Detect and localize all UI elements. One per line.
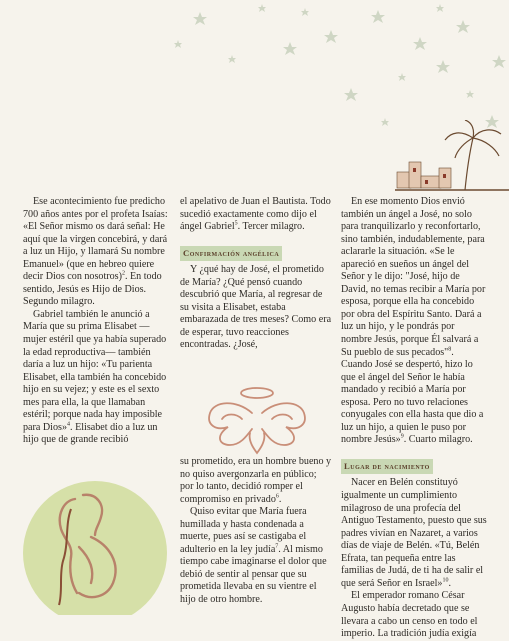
- angel-wings-ornament: [196, 383, 318, 457]
- star-icon: [344, 88, 358, 101]
- star-icon: [174, 40, 182, 48]
- col3-paragraph-3: El emperador romano César Augusto había decretado que se llevara a cabo un censo en todo el imperio. La tradición judía exigía: [341, 590, 478, 640]
- col3-paragraph-2: Nacer en Belén constituyó igualmente un cumplimiento milagroso de una profecía del Antiguo Testamento, puesto que sus padres vivían en Nazaret, a varios días de viaje de Belén. «Tú, Belén Efrata, tan pequeña entre las familias de Judá, de ti ha de salir el que será Señor en Israel»$^{10}$.: [341, 477, 487, 589]
- star-icon: [371, 10, 385, 23]
- star-icon: [193, 12, 207, 25]
- star-icon: [283, 42, 297, 55]
- village-palm-illustration: [395, 120, 509, 195]
- star-icon: [456, 20, 470, 33]
- star-icon: [398, 73, 406, 81]
- text-column-1: [23, 196, 171, 447]
- text-column-3: [341, 196, 487, 641]
- text-column-2-lower: [180, 456, 332, 607]
- col3-paragraph-1: En ese momento Dios envió también un ángel a José, no solo para tranquilizarlo y reconfortarlo, sino también, indudablemente, para aclararle la situación. «Se le apareció en sueños un ángel del Señor y le dijo: "José, hijo de David, no temas recibir a María por esposa, porque ella ha concebido por obra del Espíritu Santo. Dará a luz un hijo, y le pondrás por nombre Jesús, porque Él salvará a Su pueblo de sus pecados"$^8$. Cuando José se despertó, hizo lo que el ángel del Señor le había mandado y recibió a María por esposa. Pero no tuvo relaciones conyugales con ella hasta que dio a luz un hijo, a quien le puso por nombre Jesús»$^9$. Cuarto milagro.: [341, 196, 486, 446]
- star-icon: [258, 4, 266, 12]
- star-icon: [492, 55, 506, 68]
- pregnant-woman-illustration: [13, 465, 171, 615]
- col1-paragraph-2: Gabriel también le anunció a María que su prima Elisabet —mujer estéril que ya había superado la edad reproductiva— también daría a luz un hijo: «Tu parienta Elisabet, ella también ha concebido hijo en su vejez; y este es el sexto mes para ella, la que llamaban estéril; porque nada hay imposible para Dios»$^4$. Elisabet dio a luz un hijo que de grande recibió: [23, 308, 167, 446]
- star-icon: [466, 90, 474, 98]
- star-icon: [436, 4, 444, 12]
- col2-paragraph-2: Y ¿qué hay de José, el prometido de María? ¿Qué pensó cuando descubrió que María, al regresar de su visita a Elisabet, estaba embarazada de tres meses? Como era de esperar, tuvo reacciones encontradas. ¿José,: [180, 264, 332, 351]
- text-column-2: [180, 196, 332, 352]
- star-icon: [324, 30, 338, 43]
- star-icon: [436, 60, 450, 73]
- col1-paragraph-1: Ese acontecimiento fue predicho 700 años antes por el profeta Isaías: «El Señor mismo os dará señal: He aquí que la virgen concebirá, y dará a luz un Hijo, y llamará Su nombre Emanuel» (que en hebreo quiere decir Dios con nosotros)$^2$. En todo sentido, Jesús es Hijo de Dios. Segundo milagro.: [23, 196, 168, 308]
- section-heading-confirmacion: Confirmación angélica: [180, 246, 282, 262]
- star-icon: [301, 8, 309, 16]
- section-heading-lugar-nacimiento: Lugar de nacimiento: [341, 459, 433, 475]
- col2-paragraph-1: el apelativo de Juan el Bautista. Todo sucedió exactamente como dijo el ángel Gabriel$^5$. Tercer milagro.: [180, 196, 331, 233]
- col2-paragraph-3: su prometido, era un hombre bueno y no quiso avergonzarla en público; por lo tanto, decidió romper el compromiso en privado$^6$.: [180, 456, 332, 505]
- star-icon: [413, 37, 427, 50]
- star-icon: [228, 55, 236, 63]
- star-icon: [381, 118, 389, 126]
- col2-paragraph-4: Quiso evitar que María fuera humillada y hasta condenada a muerte, pues así se castigaba el adulterio en la ley judía$^7$. Al mismo tiempo cabe imaginarse el dolor que debió de sentir al pensar que su prometida llevaba en su vientre el hijo de otro hombre.: [180, 506, 327, 606]
